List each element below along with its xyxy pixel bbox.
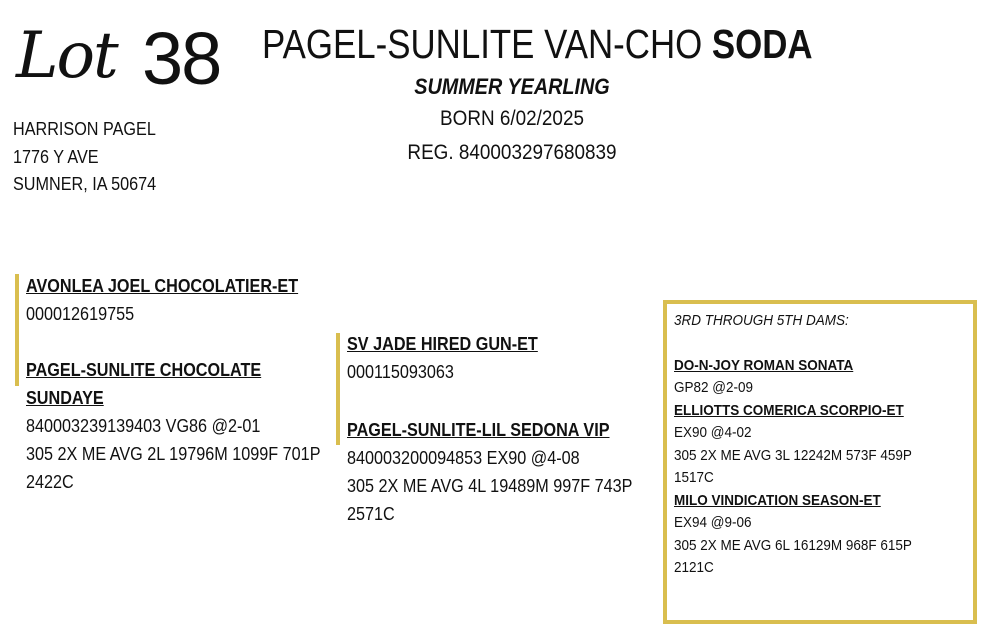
dams-header: 3RD THROUGH 5TH DAMS:	[674, 312, 849, 329]
dam-reg-score: 840003239139403 VG86 @2-01	[26, 416, 261, 436]
pedigree-sire-dam	[26, 272, 320, 496]
pedigree-accent-bar	[15, 274, 19, 386]
sire-name: AVONLEA JOEL CHOCOLATIER-ET	[26, 276, 299, 296]
maternal-granddam-record-line1: 305 2X ME AVG 4L 19489M 997F 743P	[347, 476, 633, 496]
animal-name-bold: SODA	[711, 21, 813, 67]
fifth-dam-name: MILO VINDICATION SEASON-ET	[674, 491, 881, 509]
lot-word: Lot	[16, 19, 117, 93]
fourth-dam-record-line2: 1517C	[674, 469, 714, 486]
animal-name-regular: PAGEL-SUNLITE VAN-CHO	[262, 21, 712, 67]
maternal-granddam-name: PAGEL-SUNLITE-LIL SEDONA VIP	[347, 420, 610, 440]
fourth-dam-score: EX90 @4-02	[674, 424, 752, 441]
maternal-granddam-record-line2: 2571C	[347, 504, 395, 524]
dams-list	[674, 310, 912, 580]
fifth-dam-record-line2: 2121C	[674, 559, 714, 576]
owner-city: SUMNER, IA 50674	[13, 174, 157, 194]
animal-name	[262, 20, 813, 68]
maternal-grandsire-name: SV JADE HIRED GUN-ET	[347, 334, 538, 354]
dam-name-line2: SUNDAYE	[26, 388, 104, 408]
fifth-dam-score: EX94 @9-06	[674, 514, 752, 531]
registration-number: REG. 840003297680839	[407, 141, 617, 164]
pedigree-grandparents	[347, 330, 632, 528]
owner-address: 1776 Y AVE	[13, 146, 99, 167]
third-dam-score: GP82 @2-09	[674, 379, 754, 396]
fifth-dam-record-line1: 305 2X ME AVG 6L 16129M 968F 615P	[674, 536, 912, 554]
sire-reg: 000012619755	[26, 304, 135, 324]
dam-record-line1: 305 2X ME AVG 2L 19796M 1099F 701P	[26, 444, 321, 464]
status-line: SUMMER YEARLING	[414, 74, 610, 99]
pedigree-accent-bar	[336, 333, 340, 445]
owner-name: HARRISON PAGEL	[13, 119, 156, 139]
dam-record-line2: 2422C	[26, 472, 74, 492]
fourth-dam-name: ELLIOTTS COMERICA SCORPIO-ET	[674, 401, 904, 419]
maternal-grandsire-reg: 000115093063	[347, 362, 454, 382]
third-dam-name: DO-N-JOY ROMAN SONATA	[674, 356, 854, 374]
born-date: BORN 6/02/2025	[440, 107, 584, 130]
fourth-dam-record-line1: 305 2X ME AVG 3L 12242M 573F 459P	[674, 446, 912, 464]
maternal-granddam-reg-score: 840003200094853 EX90 @4-08	[347, 448, 580, 468]
owner-block	[13, 116, 156, 199]
lot-number: 38	[142, 17, 221, 100]
dam-name-line1: PAGEL-SUNLITE CHOCOLATE	[26, 360, 262, 380]
